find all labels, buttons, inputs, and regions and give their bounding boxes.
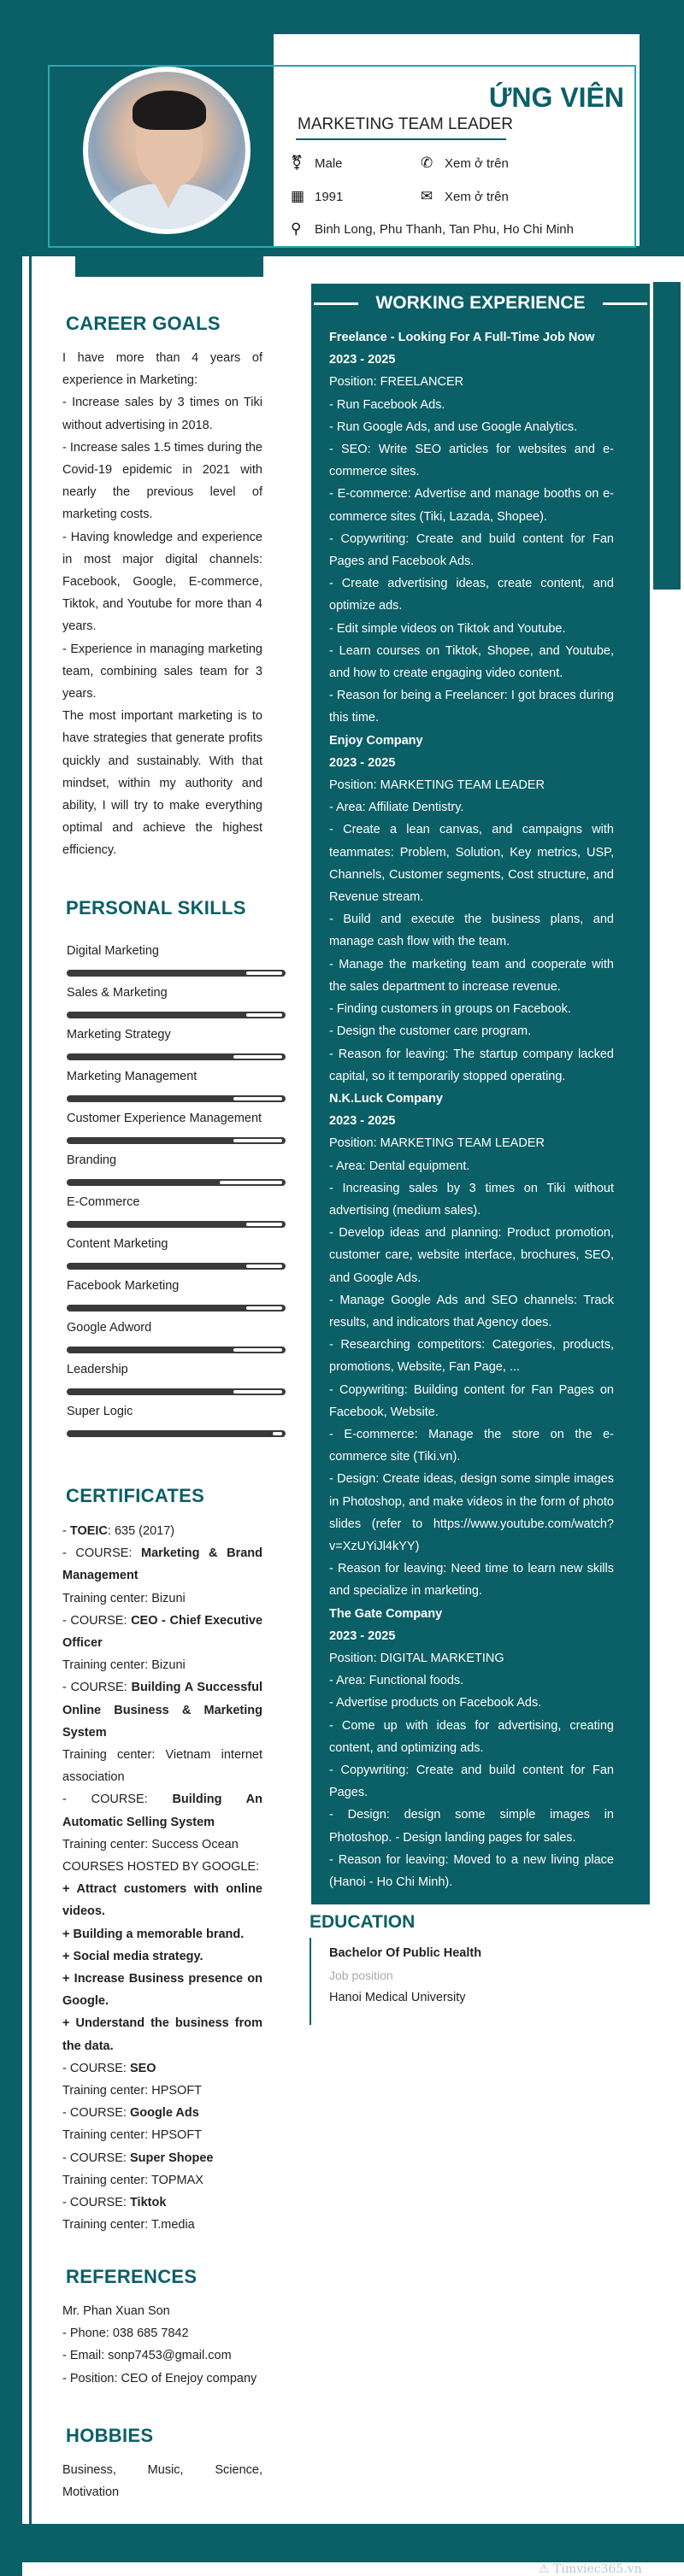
job-period: 2023 - 2025 <box>329 1114 396 1129</box>
watermark-text: Timviec365.vn <box>553 2562 642 2576</box>
job-position: Position: MARKETING TEAM LEADER <box>329 1136 545 1151</box>
gender-icon: ⚧ <box>291 155 304 171</box>
skill-item <box>67 1321 286 1353</box>
skill-label: Sales & Marketing <box>67 986 168 1000</box>
birth-year-value: 1991 <box>315 189 344 204</box>
skill-bar <box>67 1053 286 1060</box>
references-list <box>62 2300 262 2390</box>
skill-label: Content Marketing <box>67 1237 168 1251</box>
work-experience-title: WORKING EXPERIENCE <box>375 293 586 313</box>
skill-item <box>67 1363 286 1395</box>
candidate-title: MARKETING TEAM LEADER <box>298 115 513 133</box>
title-dash-left <box>314 302 358 305</box>
skill-item <box>67 1279 286 1311</box>
left-frame-line <box>29 256 32 2524</box>
skill-label: Leadership <box>67 1363 128 1376</box>
certificate-line: - COURSE: Google Ads <box>62 2106 199 2121</box>
gender-value: Male <box>315 155 343 171</box>
phone-icon: ✆ <box>421 155 433 171</box>
job-period: 2023 - 2025 <box>329 1628 396 1643</box>
skill-label: Digital Marketing <box>67 944 159 958</box>
certificate-line: Training center: Vietnam internet association <box>62 1748 262 1785</box>
job-details: - Area: Functional foods. - Advertise products on Facebook Ads. - Come up with ideas for advertising, creating content, and optimizing ads. - Copywriting: Create and build content for Fan Pages. - Design: design some simple images in Photoshop. - Design landing pages for sales. - Reason for leaving: Moved to a new living place (Hanoi - Ho Chi Minh). <box>329 1674 614 1890</box>
title-dash-right <box>603 302 647 305</box>
certificates-title: CERTIFICATES <box>66 1485 205 1506</box>
address-info <box>291 220 574 238</box>
skill-bar-remainder <box>220 1181 282 1184</box>
phone-info <box>421 155 509 172</box>
gender-info <box>291 155 343 172</box>
job-position: Position: FREELANCER <box>329 375 464 390</box>
skill-item <box>67 1028 286 1060</box>
job-position: Position: DIGITAL MARKETING <box>329 1651 504 1665</box>
location-icon: ⚲ <box>291 220 302 237</box>
education-school: Hanoi Medical University <box>329 1991 466 2004</box>
certificate-line: + Attract customers with online videos. <box>62 1882 262 1919</box>
job-entry <box>329 326 614 730</box>
birth-info <box>291 188 343 205</box>
title-underline <box>296 138 506 140</box>
right-frame <box>650 256 684 2524</box>
skill-bar <box>67 1347 286 1353</box>
skill-label: Facebook Marketing <box>67 1279 180 1293</box>
certificate-line: + Understand the business from the data. <box>62 2016 262 2053</box>
skill-bar <box>67 1388 286 1395</box>
certificate-line: COURSES HOSTED BY GOOGLE: <box>62 1860 260 1875</box>
watermark: ⚠ Timviec365.vn <box>539 2562 642 2576</box>
skill-item <box>67 1153 286 1186</box>
career-goals-title: CAREER GOALS <box>66 313 221 334</box>
skill-item <box>67 944 286 977</box>
email-icon: ✉ <box>421 188 433 204</box>
reference-line: - Email: sonp7453@gmail.com <box>62 2349 232 2363</box>
skill-item <box>67 1405 286 1437</box>
work-list <box>329 326 614 1893</box>
reference-line: - Phone: 038 685 7842 <box>62 2327 189 2341</box>
skill-bar <box>67 1305 286 1311</box>
footer-bar <box>0 2524 684 2562</box>
certificate-line: Training center: T.media <box>62 2218 195 2233</box>
job-entry <box>329 1603 614 1894</box>
left-frame-bar <box>0 0 22 2576</box>
certificate-line: - COURSE: Marketing & Brand Management <box>62 1546 262 1583</box>
skill-bar-remainder <box>246 1265 282 1268</box>
skill-bar <box>67 1179 286 1186</box>
work-title-wrap <box>311 290 650 316</box>
skill-label: Google Adword <box>67 1321 152 1335</box>
certificate-line: - COURSE: Tiktok <box>62 2196 167 2210</box>
certificates-list <box>62 1520 262 2237</box>
job-entry <box>329 730 614 1088</box>
skill-bar-remainder <box>246 1223 282 1226</box>
skill-bar-remainder <box>246 1013 282 1017</box>
education-line <box>310 1938 311 2025</box>
references-title: REFERENCES <box>66 2266 198 2287</box>
job-position: Position: MARKETING TEAM LEADER <box>329 778 545 793</box>
address-value: Binh Long, Phu Thanh, Tan Phu, Ho Chi Minh <box>315 221 574 237</box>
certificate-line: - COURSE: Super Shopee <box>62 2151 214 2165</box>
job-company: Enjoy Company <box>329 733 423 748</box>
skill-label: Super Logic <box>67 1405 133 1418</box>
skill-bar-remainder <box>233 1348 282 1352</box>
education-title: EDUCATION <box>310 1912 416 1932</box>
certificate-line: - COURSE: SEO <box>62 2061 156 2075</box>
skill-bar-remainder <box>246 971 282 975</box>
certificate-line: Training center: Success Ocean <box>62 1837 239 1851</box>
skill-label: Customer Experience Management <box>67 1112 262 1125</box>
certificate-line: - COURSE: Building An Automatic Selling System <box>62 1793 263 1829</box>
skill-bar-remainder <box>233 1390 282 1394</box>
certificate-line: Training center: TOPMAX <box>62 2173 203 2187</box>
hobbies-title: HOBBIES <box>66 2425 154 2446</box>
skill-item <box>67 1070 286 1102</box>
email-info <box>421 188 509 205</box>
skill-bar-remainder <box>246 1306 282 1310</box>
skill-bar <box>67 1263 286 1270</box>
candidate-name: ỨNG VIÊN <box>488 82 624 113</box>
certificate-line: + Increase Business presence on Google. <box>62 1972 262 2009</box>
calendar-icon: ▦ <box>291 188 305 204</box>
certificate-line: - TOEIC: 635 (2017) <box>62 1524 175 1538</box>
skills-title: PERSONAL SKILLS <box>66 897 246 918</box>
skill-item <box>67 1195 286 1228</box>
job-entry <box>329 1088 614 1603</box>
job-company: N.K.Luck Company <box>329 1091 443 1106</box>
education-position: Job position <box>329 1969 393 1982</box>
right-frame-bar <box>653 282 681 590</box>
avatar <box>83 67 251 234</box>
left-inner-gap <box>22 256 29 2524</box>
skill-bar <box>67 1137 286 1144</box>
certificate-line: Training center: Bizuni <box>62 1591 186 1605</box>
job-details: - Area: Affiliate Dentistry. - Create a lean canvas, and campaigns with teammates: Problem, Solution, Key metrics, USP, Channels, Customer segments, Cost structure, and Revenue stream. - Build and execute the business plans, and manage cash flow with the team. - Manage the marketing team and cooperate with the sales department to increase revenue. - Finding customers in groups on Facebook. - Design the customer care program. - Reason for leaving: The startup company lacked capital, so it temporarily stopped operating. <box>329 801 614 1083</box>
hobbies-text: Business, Music, Science, Motivation <box>62 2463 262 2500</box>
skill-bar <box>67 1095 286 1102</box>
skill-bar-remainder <box>233 1139 282 1142</box>
phone-value: Xem ở trên <box>445 155 509 171</box>
certificate-line: + Social media strategy. <box>62 1949 203 1963</box>
job-period: 2023 - 2025 <box>329 353 396 367</box>
reference-line: Mr. Phan Xuan Son <box>62 2304 170 2318</box>
skill-bar-remainder <box>233 1055 282 1059</box>
skill-bar <box>67 970 286 977</box>
job-company: Freelance - Looking For A Full-Time Job Now <box>329 331 595 344</box>
certificate-line: + Building a memorable brand. <box>62 1927 245 1941</box>
certificate-line: Training center: HPSOFT <box>62 2084 203 2098</box>
reference-line: - Position: CEO of Enejoy company <box>62 2371 257 2385</box>
skill-item <box>67 1112 286 1144</box>
skill-label: Branding <box>67 1153 117 1167</box>
education-degree: Bachelor Of Public Health <box>329 1946 482 1960</box>
skill-bar <box>67 1430 286 1437</box>
skill-bar-remainder <box>273 1432 282 1435</box>
skill-bar <box>67 1221 286 1228</box>
certificate-line: Training center: HPSOFT <box>62 2128 203 2143</box>
certificate-line: - COURSE: CEO - Chief Executive Officer <box>62 1613 263 1651</box>
skill-label: E-Commerce <box>67 1195 140 1209</box>
job-company: The Gate Company <box>329 1606 443 1621</box>
skill-bar <box>67 1012 286 1018</box>
career-goals-text: I have more than 4 years of experience in Marketing: - Increase sales by 3 times on Tiki without advertising in 2018. - Increase sales 1.5 times during the Covid-19 epidemic in 2021 with nearly the previous level of marketing costs. - Having knowledge and experience in most major digital channels: Facebook, Google, E-commerce, Tiktok, and Youtube for more than 4 years. - Experience in managing marketing team, combining sales team for 3 years. The most important marketing is to have strategies that generate profits quickly and sustainably. With that mindset, within my authority and ability, I will try to make everything optimal and achieve the highest efficiency. <box>62 351 262 858</box>
skill-label: Marketing Strategy <box>67 1028 171 1042</box>
job-details: - Area: Dental equipment. - Increasing sales by 3 times on Tiki without advertising (medium sales). - Develop ideas and planning: Product promotion, customer care, website interface, brochures, SEO, and Google Ads. - Manage Google Ads and SEO channels: Track results, and indicators that Agency does. - Researching competitors: Categories, products, promotions, Website, Fan Page, ... - Copywriting: Building content for Fan Pages on Facebook, Website. - E-commerce: Manage the store on the e-commerce site (Tiki.vn). - Design: Create ideas, design some simple images in Photoshop, and make videos in the form of photo slides (refer to https://www.youtube.com/watch?v=XzUYiJl4kYY) - Reason for leaving: Need time to learn new skills and specialize in marketing. <box>329 1159 614 1599</box>
certificate-line: Training center: Bizuni <box>62 1658 186 1673</box>
job-details: - Run Facebook Ads. - Run Google Ads, and use Google Analytics. - SEO: Write SEO articles for websites and e-commerce sites. - E-commerce: Advertise and manage booths on e-commerce sites (Tiki, Lazada, Shopee). - Copywriting: Create and build content for Fan Pages and Facebook Ads. - Create advertising ideas, create content, and optimize ads. - Edit simple videos on Tiktok and Youtube. - Learn courses on Tiktok, Shopee, and Youtube, and how to create engaging video content. - Reason for being a Freelancer: I got braces during this time. <box>329 397 614 725</box>
email-value: Xem ở trên <box>445 189 509 204</box>
skill-item <box>67 986 286 1018</box>
job-period: 2023 - 2025 <box>329 755 396 770</box>
skill-bar-remainder <box>233 1097 282 1100</box>
certificate-line: - COURSE: Building A Successful Online Business & Marketing System <box>62 1681 262 1740</box>
skill-item <box>67 1237 286 1270</box>
skill-label: Marketing Management <box>67 1070 198 1083</box>
